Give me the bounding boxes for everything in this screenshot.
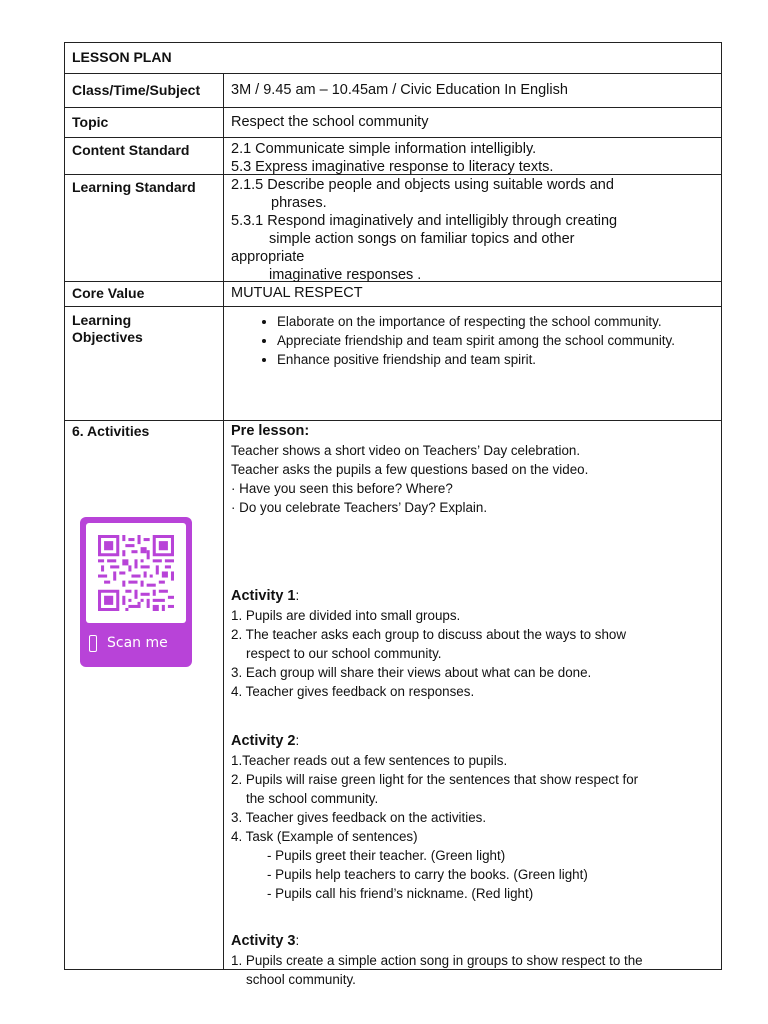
qr-code-card[interactable]	[80, 517, 192, 667]
activity-3-block	[231, 931, 713, 989]
activity-1-line: 1. Pupils are divided into small groups.	[231, 608, 461, 623]
qr-code[interactable]	[86, 523, 186, 623]
heading-colon: :	[295, 588, 300, 603]
core-value-value: MUTUAL RESPECT	[231, 285, 363, 301]
class-label: Class/Time/Subject	[72, 82, 201, 98]
activity-1-line: respect to our school community.	[246, 646, 442, 661]
objective-item: • Elaborate on the importance of respecting the school community.	[277, 312, 711, 331]
learning-line: phrases.	[271, 195, 327, 211]
pre-lesson-heading: Pre lesson:	[231, 423, 310, 439]
activity-3-line: 1. Pupils create a simple action song in groups to show respect to the	[231, 953, 643, 968]
activity-2-line: 1.Teacher reads out a few sentences to pupils.	[231, 753, 508, 768]
objectives-label-line: Learning	[72, 312, 132, 328]
learning-standard-value	[231, 176, 715, 284]
activity-3-line: school community.	[246, 972, 356, 987]
class-row	[65, 74, 721, 108]
topic-row	[65, 108, 721, 138]
activity-1-heading: Activity 1	[231, 588, 296, 604]
activities-row	[65, 421, 721, 987]
class-value: 3M / 9.45 am – 10.45am / Civic Education In English	[231, 82, 568, 98]
topic-value: Respect the school community	[231, 114, 429, 130]
learning-standard-row	[65, 175, 721, 282]
pre-lesson-line: Teacher shows a short video on Teachers’ Day celebration.	[231, 443, 581, 458]
activity-2-line: 4. Task (Example of sentences)	[231, 829, 418, 844]
activity-2-heading: Activity 2	[231, 733, 296, 749]
pre-lesson-line: Teacher asks the pupils a few questions based on the video.	[231, 462, 589, 477]
qr-code-icon	[98, 535, 174, 611]
learning-line: appropriate	[231, 249, 305, 265]
pre-lesson-line: · Do you celebrate Teachers’ Day? Explain.	[231, 500, 488, 515]
objective-item: • Enhance positive friendship and team spirit.	[277, 350, 711, 369]
objective-item: • Appreciate friendship and team spirit among the school community.	[277, 331, 711, 350]
learning-line: imaginative responses .	[269, 267, 422, 283]
activity-2-heading-row	[231, 731, 713, 751]
core-value-label: Core Value	[72, 285, 145, 301]
activity-2-example: - Pupils help teachers to carry the books. (Green light)	[267, 867, 588, 882]
learning-objectives-row	[65, 307, 721, 421]
content-standard-label: Content Standard	[72, 142, 190, 158]
lesson-plan-title: LESSON PLAN	[72, 49, 172, 65]
content-standard-value	[231, 140, 715, 176]
lesson-plan-table	[64, 42, 722, 987]
activity-1-block	[231, 586, 713, 701]
activity-2-example: - Pupils call his friend’s nickname. (Red light)	[267, 886, 534, 901]
topic-label: Topic	[72, 114, 109, 130]
content-line: 5.3 Express imaginative response to literacy texts.	[231, 159, 554, 175]
activity-2-block	[231, 731, 713, 903]
learning-line: simple action songs on familiar topics and other	[269, 231, 575, 247]
phone-icon	[89, 635, 97, 652]
activity-1-line: 3. Each group will share their views about what can be done.	[231, 665, 592, 680]
objectives-list	[231, 312, 711, 369]
learning-line: 2.1.5 Describe people and objects using suitable words and	[231, 177, 614, 193]
activity-3-heading-row	[231, 931, 713, 951]
activity-1-line: 2. The teacher asks each group to discuss about the ways to show	[231, 627, 627, 642]
title-row	[65, 43, 721, 74]
activity-2-line: 3. Teacher gives feedback on the activities.	[231, 810, 487, 825]
objectives-label-line: Objectives	[72, 329, 143, 345]
core-value-row	[65, 282, 721, 307]
pre-lesson-line: · Have you seen this before? Where?	[231, 481, 453, 496]
pre-lesson-block	[231, 422, 713, 517]
learning-standard-label: Learning Standard	[72, 179, 196, 195]
activity-2-example: - Pupils greet their teacher. (Green light)	[267, 848, 506, 863]
learning-line: 5.3.1 Respond imaginatively and intelligibly through creating	[231, 213, 618, 229]
activity-1-heading-row	[231, 586, 713, 606]
activity-2-line: the school community.	[246, 791, 379, 806]
heading-colon: :	[295, 733, 300, 748]
scan-me-text: Scan me	[107, 635, 168, 651]
activity-2-line: 2. Pupils will raise green light for the sentences that show respect for	[231, 772, 639, 787]
heading-colon: :	[295, 933, 300, 948]
activity-3-heading: Activity 3	[231, 933, 296, 949]
activities-label: 6. Activities	[72, 423, 150, 439]
learning-objectives-label	[72, 312, 143, 346]
activity-1-line: 4. Teacher gives feedback on responses.	[231, 684, 475, 699]
content-line: 2.1 Communicate simple information intelligibly.	[231, 141, 537, 157]
content-standard-row	[65, 138, 721, 175]
